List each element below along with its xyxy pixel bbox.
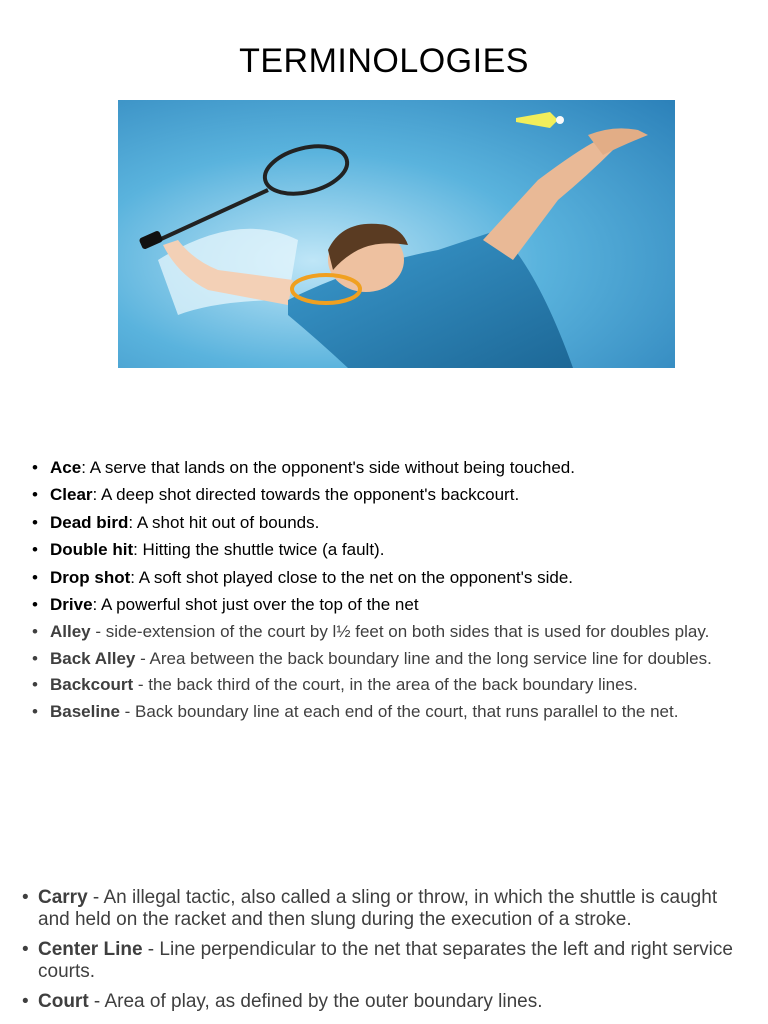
list-item [20, 991, 750, 1013]
list-item [30, 675, 750, 695]
list-item [30, 649, 750, 669]
term-definition: - Line perpendicular to the net that separates the left and right service courts. [38, 939, 733, 982]
term-label: Baseline [50, 701, 120, 721]
list-item [30, 702, 750, 722]
term-definition: : A serve that lands on the opponent's side without being touched. [81, 458, 575, 477]
list-item [30, 568, 750, 588]
term-definition: - Back boundary line at each end of the court, that runs parallel to the net. [119, 701, 679, 721]
term-label: Drop shot [50, 567, 131, 587]
term-label: Center Line [38, 939, 143, 960]
term-definition: - side-extension of the court by l½ feet on both sides that is used for doubles play. [90, 622, 710, 642]
term-definition: : Hitting the shuttle twice (a fault). [133, 540, 385, 560]
term-label: Drive [50, 594, 93, 614]
terminology-list-1 [30, 458, 750, 728]
list-item [30, 485, 750, 505]
term-label: Backcourt [50, 675, 134, 695]
term-definition: : A powerful shot just over the top of the net [92, 594, 419, 614]
term-label: Ace [50, 458, 82, 477]
list-item [20, 887, 750, 931]
term-definition: - Area of play, as defined by the outer boundary lines. [88, 991, 543, 1012]
term-label: Carry [38, 887, 88, 908]
terminology-list-2 [20, 887, 750, 1021]
term-label: Double hit [50, 540, 134, 560]
list-item [30, 458, 750, 478]
term-definition: : A shot hit out of bounds. [128, 512, 320, 532]
list-item [30, 540, 750, 560]
term-label: Clear [50, 485, 93, 505]
term-label: Court [38, 991, 89, 1012]
list-item [20, 939, 750, 983]
term-definition: : A deep shot directed towards the opponent's backcourt. [92, 485, 520, 505]
list-item [30, 622, 750, 642]
term-definition: - An illegal tactic, also called a sling or throw, in which the shuttle is caught and held on the racket and then slung during the execution of a stroke. [38, 887, 718, 930]
term-label: Alley [50, 622, 91, 642]
term-definition: - the back third of the court, in the area of the back boundary lines. [133, 675, 638, 695]
badminton-player-image [118, 100, 675, 368]
page-title: TERMINOLOGIES [239, 42, 529, 80]
list-item [30, 595, 750, 615]
term-definition: - Area between the back boundary line and the long service line for doubles. [135, 648, 712, 668]
term-label: Dead bird [50, 512, 129, 532]
term-label: Back Alley [50, 648, 136, 668]
list-item [30, 513, 750, 533]
term-definition: : A soft shot played close to the net on the opponent's side. [130, 567, 574, 587]
